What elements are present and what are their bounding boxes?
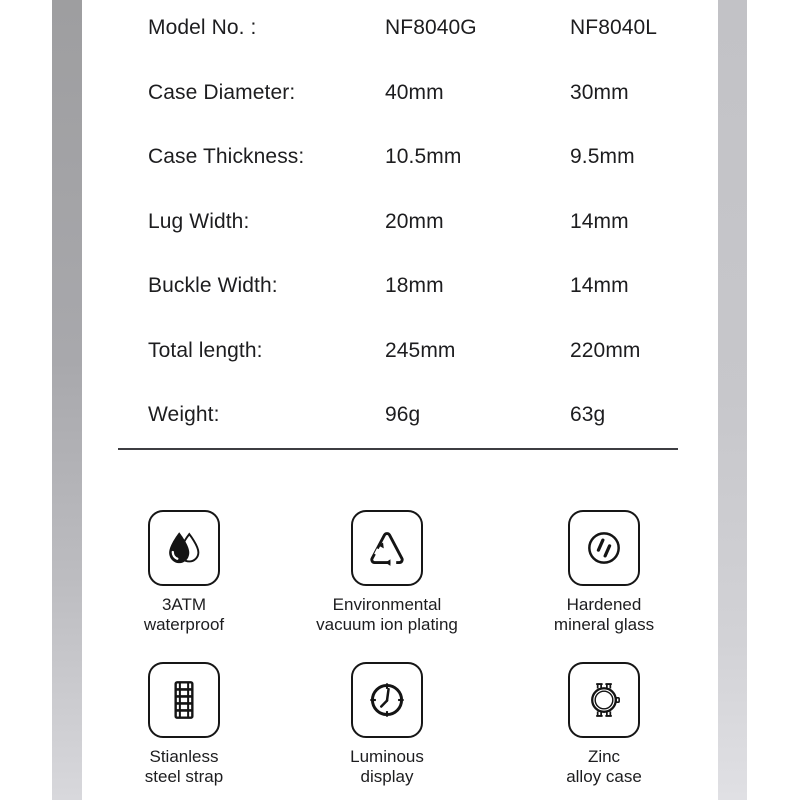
feature-luminous-display bbox=[281, 662, 493, 787]
spec-label: Case Diameter: bbox=[148, 80, 296, 104]
feature-mineral-glass bbox=[498, 510, 710, 635]
right-page-shade bbox=[718, 0, 747, 800]
feature-label bbox=[281, 747, 493, 787]
spec-value-col1: 40mm bbox=[385, 80, 444, 104]
feature-label-line1: Stianless bbox=[149, 747, 219, 766]
spec-value-col2: 63g bbox=[570, 403, 606, 427]
spec-row-weight bbox=[148, 383, 680, 448]
spec-value-col2: 14mm bbox=[570, 274, 629, 298]
spec-value-col2: 30mm bbox=[570, 80, 629, 104]
spec-row-model bbox=[148, 0, 680, 61]
spec-value-col1: 245mm bbox=[385, 338, 456, 362]
feature-label-line2: vacuum ion plating bbox=[316, 615, 458, 634]
feature-label-line1: 3ATM bbox=[161, 595, 207, 614]
feature-waterproof bbox=[78, 510, 290, 635]
feature-label-line2: mineral glass bbox=[553, 615, 655, 634]
spec-label: Case Thickness: bbox=[148, 145, 305, 169]
feature-label-line2: waterproof bbox=[143, 615, 225, 634]
feature-label bbox=[78, 595, 290, 635]
clock-icon bbox=[351, 662, 423, 738]
feature-label-line2: steel strap bbox=[144, 767, 224, 786]
spec-label: Lug Width: bbox=[148, 209, 250, 233]
spec-value-col2: NF8040L bbox=[570, 16, 658, 40]
feature-steel-strap bbox=[78, 662, 290, 787]
feature-label bbox=[281, 595, 493, 635]
spec-table bbox=[148, 0, 680, 448]
spec-row-case-diameter bbox=[148, 61, 680, 126]
spec-value-col2: 14mm bbox=[570, 209, 629, 233]
spec-label: Total length: bbox=[148, 338, 263, 362]
spec-value-col1: 18mm bbox=[385, 274, 444, 298]
spec-label: Buckle Width: bbox=[148, 274, 278, 298]
spec-row-buckle-width bbox=[148, 254, 680, 319]
spec-label: Weight: bbox=[148, 403, 220, 427]
feature-label bbox=[78, 747, 290, 787]
spec-value-col1: 96g bbox=[385, 403, 421, 427]
feature-label-line2: display bbox=[360, 767, 414, 786]
spec-value-col1: 20mm bbox=[385, 209, 444, 233]
spec-value-col1: NF8040G bbox=[385, 16, 477, 40]
feature-label bbox=[498, 747, 710, 787]
spec-value-col2: 9.5mm bbox=[570, 145, 635, 169]
spec-row-lug-width bbox=[148, 190, 680, 255]
feature-label-line1: Environmental bbox=[332, 595, 442, 614]
feature-label-line1: Luminous bbox=[350, 747, 424, 766]
watch-case-icon bbox=[568, 662, 640, 738]
spec-row-case-thickness bbox=[148, 125, 680, 190]
recycle-icon bbox=[351, 510, 423, 586]
feature-label-line1: Zinc bbox=[587, 747, 621, 766]
strap-links-icon bbox=[148, 662, 220, 738]
feature-label-line1: Hardened bbox=[566, 595, 642, 614]
section-divider bbox=[118, 448, 678, 450]
spec-value-col2: 220mm bbox=[570, 338, 641, 362]
feature-zinc-alloy-case bbox=[498, 662, 710, 787]
glass-shine-icon bbox=[568, 510, 640, 586]
feature-ion-plating bbox=[281, 510, 493, 635]
spec-label: Model No. : bbox=[148, 16, 257, 40]
spec-row-total-length bbox=[148, 319, 680, 384]
feature-label-line2: alloy case bbox=[566, 767, 642, 786]
feature-label bbox=[498, 595, 710, 635]
spec-value-col1: 10.5mm bbox=[385, 145, 462, 169]
waterdrop-icon bbox=[148, 510, 220, 586]
